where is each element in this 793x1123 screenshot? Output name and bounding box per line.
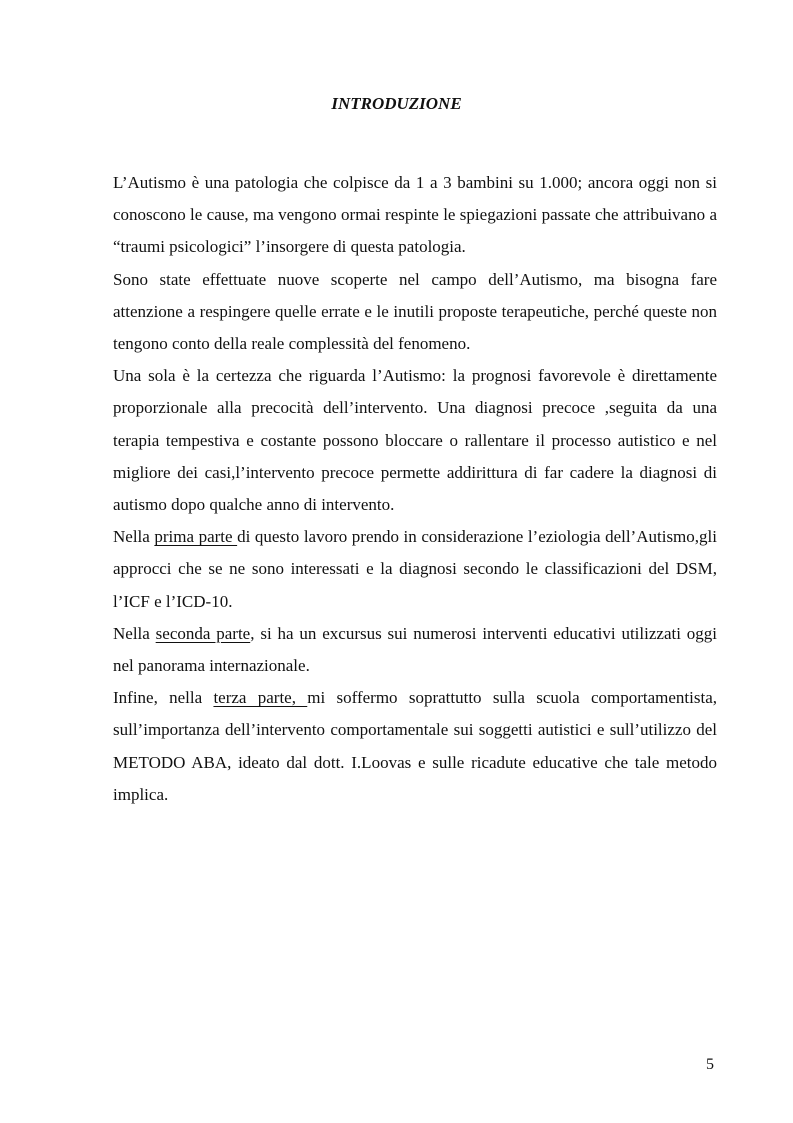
page-number: 5 [706,1056,714,1073]
part-three-text: mi soffermo soprattutto sulla scuola comportamentista, sull’importanza dell’intervento comportamentale sui soggetti autistici e sull’utilizzo del METODO ABA, ideato dal dott. I.Loovas e sulle ricadute educative che tale metodo implica. [113,688,717,804]
paragraph-part-three [113,682,717,811]
paragraph-part-one [113,521,717,618]
part-one-prefix: Nella [113,527,155,547]
part-two-label: seconda parte [155,623,251,643]
paragraph-part-two [113,618,717,682]
document-body [113,167,717,811]
part-two-text: , si ha un excursus sui numerosi interventi educativi utilizzati oggi nel panorama internazionale. [113,623,717,676]
part-two-prefix: Nella [113,623,156,643]
part-one-text: di questo lavoro prendo in considerazione l’eziologia dell’Autismo,gli approcci che se ne sono interessati e la diagnosi secondo le classificazioni del DSM, l’ICF e l’ICD-10. [113,527,717,611]
paragraph-new-discoveries: Sono state effettuate nuove scoperte nel campo dell’Autismo, ma bisogna fare attenzione a respingere quelle errate e le inutili proposte terapeutiche, perché queste non tengono conto della reale complessità del fenomeno. [113,269,717,354]
page-title: INTRODUZIONE [331,94,462,113]
paragraph-autism-overview: L’Autismo è una patologia che colpisce da 1 a 3 bambini su 1.000; ancora oggi non si conoscono le cause, ma vengono ormai respinte le spiegazioni passate che attribuivano a “traumi psicologici” l’insorgere di questa patologia. [113,173,717,257]
part-one-label: prima parte [154,527,238,547]
part-three-label: terza parte, [213,688,308,708]
part-three-prefix: Infine, nella [113,688,214,708]
paragraph-early-intervention: Una sola è la certezza che riguarda l’Autismo: la prognosi favorevole è direttamente proporzionale alla precocità dell’intervento. Una diagnosi precoce ,seguita da una terapia tempestiva e costante possono bloccare o rallentare il processo autistico e nel migliore dei casi,l’intervento precoce permette addirittura di far cadere la diagnosi di autismo dopo qualche anno di intervento. [113,366,717,515]
